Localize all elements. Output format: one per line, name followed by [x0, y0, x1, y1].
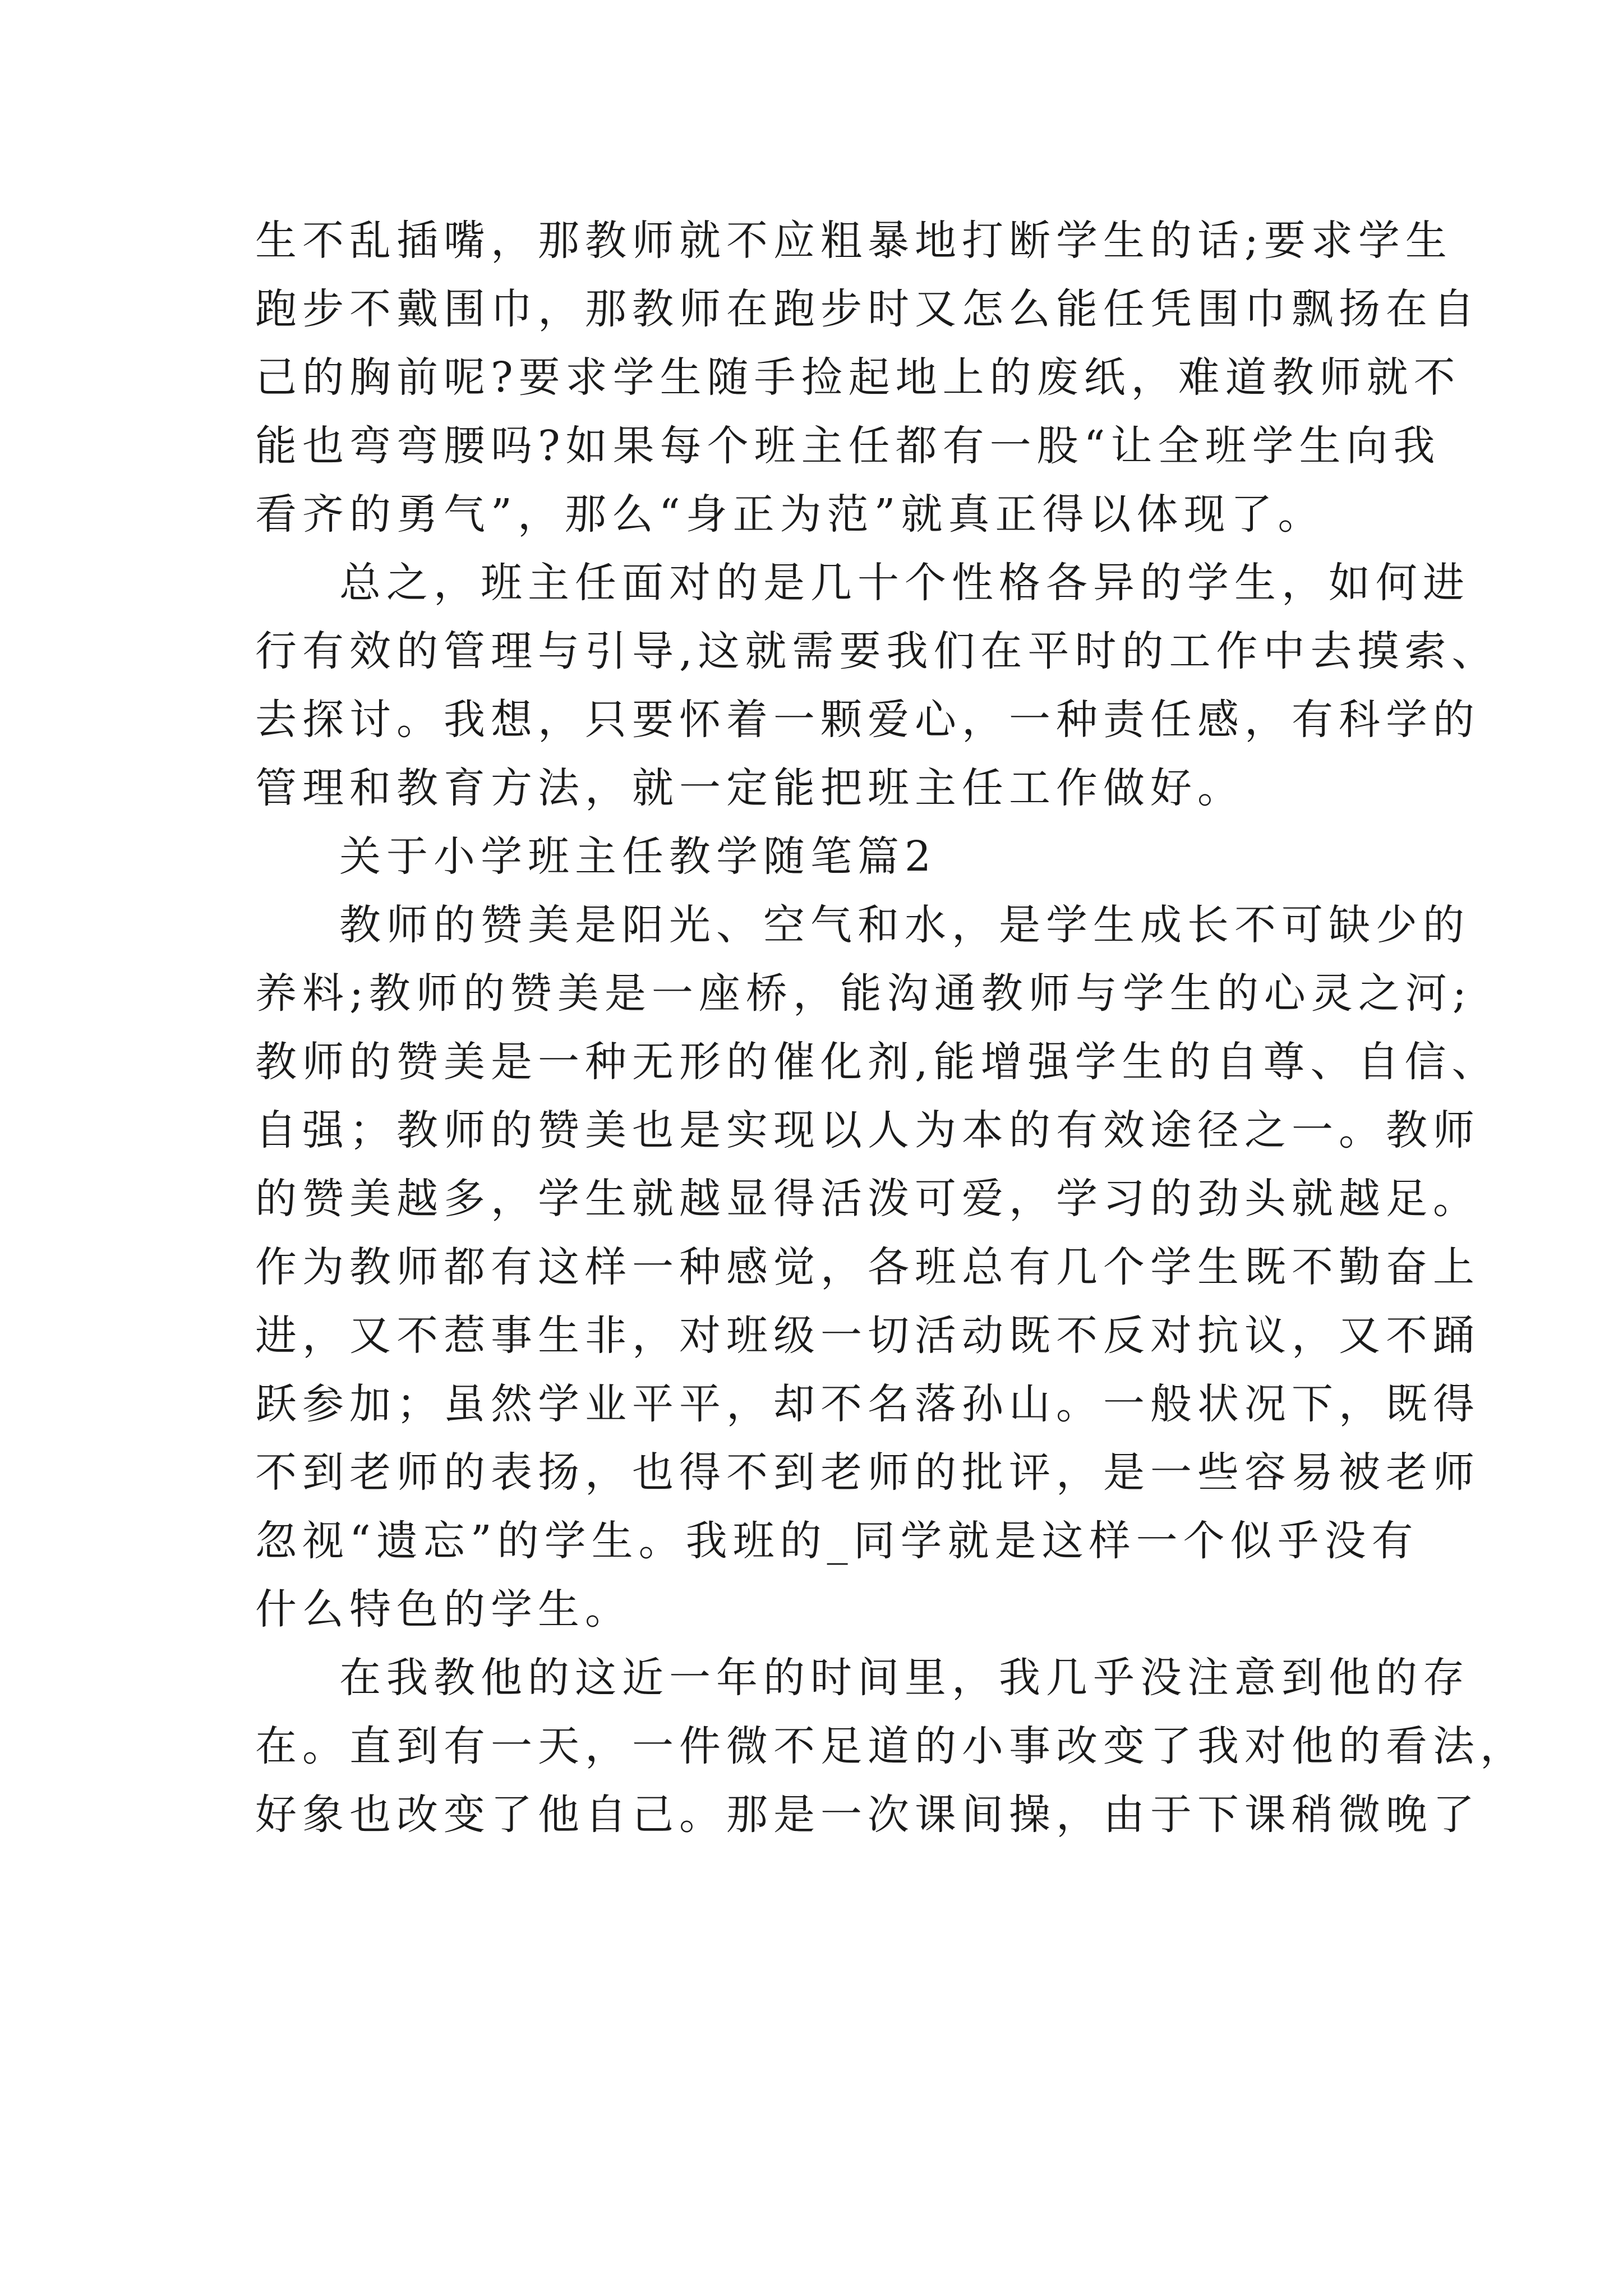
text-line: 不到老师的表扬，也得不到老师的批评，是一些容易被老师 [255, 1448, 1480, 1497]
text-line: 跃参加；虽然学业平平，却不名落孙山。一般状况下，既得 [255, 1380, 1480, 1428]
text-line: 自强；教师的赞美也是实现以人为本的有效途径之一。教师 [255, 1106, 1480, 1154]
text-line: 在。直到有一天，一件微不足道的小事改变了我对他的看法， [255, 1722, 1527, 1770]
text-line: 行有效的管理与引导,这就需要我们在平时的工作中去摸索、 [255, 627, 1499, 675]
body-text [255, 206, 1527, 1849]
text-line: 忽视“遗忘”的学生。我班的_同学就是这样一个似乎没有 [255, 1517, 1419, 1565]
text-line: 生不乱插嘴，那教师就不应粗暴地打断学生的话;要求学生 [255, 217, 1453, 265]
text-line: 的赞美越多，学生就越显得活泼可爱，学习的劲头就越足。 [255, 1175, 1480, 1223]
section-heading: 关于小学班主任教学随笔篇2 [339, 832, 937, 881]
text-line: 什么特色的学生。 [255, 1585, 632, 1634]
text-line: 进，又不惹事生非，对班级一切活动既不反对抗议，又不踊 [255, 1312, 1480, 1360]
text-line: 己的胸前呢?要求学生随手捡起地上的废纸，难道教师就不 [255, 353, 1461, 402]
text-line: 能也弯弯腰吗?如果每个班主任都有一股“让全班学生向我 [255, 422, 1441, 470]
text-line: 养料;教师的赞美是一座桥，能沟通教师与学生的心灵之河; [255, 969, 1472, 1018]
text-line: 跑步不戴围巾，那教师在跑步时又怎么能任凭围巾飘扬在自 [255, 285, 1480, 333]
paragraph-start-line: 教师的赞美是阳光、空气和水，是学生成长不可缺少的 [339, 901, 1470, 949]
text-line: 好象也改变了他自己。那是一次课间操，由于下课稍微晚了 [255, 1791, 1480, 1839]
text-line: 去探讨。我想，只要怀着一颗爱心，一种责任感，有科学的 [255, 696, 1480, 744]
paragraph-start-line: 总之，班主任面对的是几十个性格各异的学生，如何进 [339, 559, 1470, 607]
text-line: 教师的赞美是一种无形的催化剂,能增强学生的自尊、自信、 [255, 1038, 1499, 1086]
text-line: 看齐的勇气”，那么“身正为范”就真正得以体现了。 [255, 490, 1325, 539]
text-line: 管理和教育方法，就一定能把班主任工作做好。 [255, 764, 1244, 812]
text-line: 作为教师都有这样一种感觉，各班总有几个学生既不勤奋上 [255, 1243, 1480, 1291]
paragraph-start-line: 在我教他的这近一年的时间里，我几乎没注意到他的存 [339, 1654, 1470, 1702]
